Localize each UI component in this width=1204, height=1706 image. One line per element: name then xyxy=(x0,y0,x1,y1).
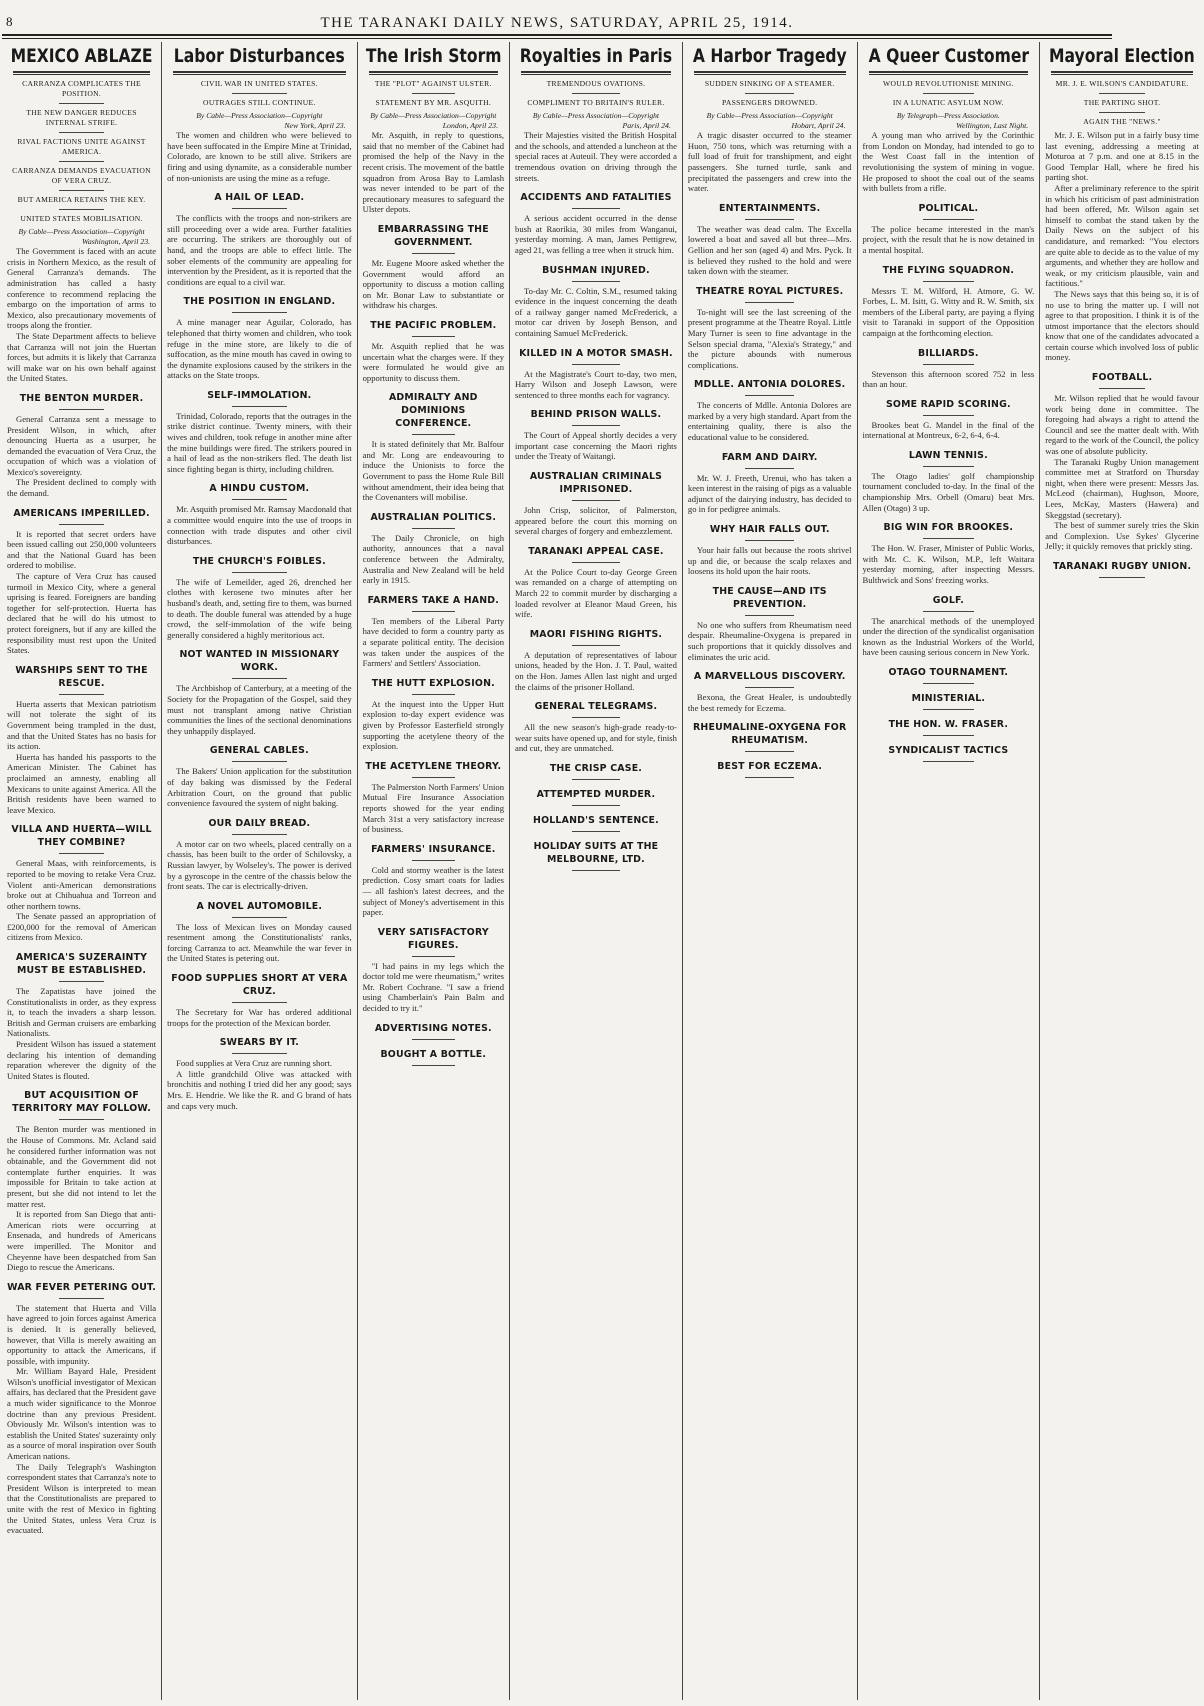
subhead-rule xyxy=(923,364,975,365)
article-subhead: THE ACETYLENE THEORY. xyxy=(365,760,502,772)
article-subhead: THE HUTT EXPLOSION. xyxy=(371,677,495,689)
subhead-rule xyxy=(572,500,621,501)
article-subhead: MAORI FISHING RIGHTS. xyxy=(529,628,663,640)
article-paragraph: "I had pains in my legs which the doctor told me were rheumatism," writes Mr. Robert Cochrane. "I saw a friend using Chamberlain's Pain Balm and decided to try it." xyxy=(362,960,505,1014)
article-paragraph: The Taranaki Rugby Union management committee met at Stratford on Thursday night, when there were present: Messrs Jas. McLeod (chairman), Hughson, Moore, Lees, McKay, Masters (Hawera) and Skeggstad (secretary). xyxy=(1045,456,1199,520)
article-paragraph: A tragic disaster occurred to the steamer Huon, 750 tons, which was returning with a full load of fruit for transhipment, and eight passengers. She turned turtle, sank and precipitated the passengers and crew into the water. xyxy=(687,130,852,194)
deck-line: RIVAL FACTIONS UNITE AGAINST AMERICA. xyxy=(17,137,146,156)
deck-divider xyxy=(59,209,104,210)
subhead-rule xyxy=(232,1053,287,1054)
deck-divider xyxy=(232,93,287,94)
subhead-rule xyxy=(745,751,794,752)
article-headline: Royalties in Paris xyxy=(519,45,673,67)
article-subhead: BIG WIN FOR BROOKES. xyxy=(883,522,1014,534)
article-paragraph: The Bakers' Union application for the substitution of day baking was dismissed by the Federal Arbitration Court, on the ground that public convenience favoured the system of night baking. xyxy=(167,766,352,809)
dateline: Wellington, Last Night. xyxy=(956,120,1029,130)
deck-divider xyxy=(59,190,104,191)
article-paragraph: The concerts of Mdlle. Antonia Dolores are marked by a very high standard. Apart from the entertaining quality, there is also the educational value to be considered. xyxy=(687,400,852,443)
subhead-rule xyxy=(923,466,975,467)
article-paragraph: The State Department affects to believe that Carranza will not join the Huertan forces, but admits it is likely that Carranza will make war on his own behalf against the United States. xyxy=(7,330,157,384)
article-subhead: TARANAKI APPEAL CASE. xyxy=(528,545,664,557)
subhead-rule xyxy=(745,777,794,778)
article-subhead: LAWN TENNIS. xyxy=(908,449,988,461)
article-subhead: SOME RAPID SCORING. xyxy=(885,398,1011,410)
subhead-rule xyxy=(923,735,975,736)
article-paragraph: Mr. W. J. Freeth, Urenui, who has taken a keen interest in the raising of pigs as a valuable adjunct of the dairying industry, has decided to go in for pedigree animals. xyxy=(687,472,852,515)
article-paragraph: At the inquest into the Upper Hutt explosion to-day expert evidence was given by Professor Easterfield strongly supporting the acetylene theory of the explosion. xyxy=(362,698,505,752)
article-subhead: A HAIL OF LEAD. xyxy=(214,192,305,204)
article-subhead: OTAGO TOURNAMENT. xyxy=(888,667,1009,678)
deck-line: SUDDEN SINKING OF A STEAMER. xyxy=(704,79,835,88)
article-paragraph: The wife of Lemeilder, aged 26, drenched her clothes with kerosene two minutes after her husband's death, and, setting fire to them, was burned to death. The double funeral was attended by a huge crowd, the self-immolation of the wife being generally considered a highly meritorious act. xyxy=(167,576,352,640)
deck-line: PASSENGERS DROWNED. xyxy=(722,98,818,107)
article-paragraph: The anarchical methods of the unemployed under the direction of the syndicalist organisation known as the Industrial Workers of the World, have been causing serious concern in New York. xyxy=(862,615,1035,658)
subhead-rule xyxy=(572,364,621,365)
deck-divider xyxy=(1099,112,1145,113)
article-subhead: WAR FEVER PETERING OUT. xyxy=(7,1281,156,1293)
article-subhead: THE CHURCH'S FOIBLES. xyxy=(192,555,326,567)
subhead-rule xyxy=(572,831,621,832)
article-subhead: HOLIDAY SUITS AT THE MELBOURNE, LTD. xyxy=(533,840,659,865)
deck-line: AGAIN THE "NEWS." xyxy=(1083,117,1161,126)
article-paragraph: To-day Mr. C. Coltin, S.M., resumed taking evidence in the inquest concerning the death of a railway ganger named McFrederick, a motor car driven by Joseph Benson, and containing Samuel McFrederick. xyxy=(515,285,677,338)
article-paragraph: No one who suffers from Rheumatism need despair. Rheumaline-Oxygena is prepared in such proportions that it quickly dissolves and eliminates the uric acid. xyxy=(687,619,852,662)
column-1 xyxy=(2,42,162,1700)
subhead-rule xyxy=(923,761,975,762)
subhead-rule xyxy=(412,777,454,778)
article-subhead: THE CRISP CASE. xyxy=(549,762,643,774)
article-subhead: BOUGHT A BOTTLE. xyxy=(380,1048,487,1060)
deck-divider xyxy=(59,132,104,133)
article-paragraph: A serious accident occurred in the dense bush at Raorikia, 30 miles from Wanganui, yesterday morning. A man, James Pettigrew, aged 21, was felling a tree when it struck him. xyxy=(515,213,677,255)
subhead-rule xyxy=(412,1065,454,1066)
deck-line: STATEMENT BY MR. ASQUITH. xyxy=(375,98,492,107)
article-paragraph: John Crisp, solicitor, of Palmerston, appeared before the court this morning on several charges of forgery and embezzlement. xyxy=(515,505,677,537)
article-paragraph: Mr. Asquith, in reply to questions, said that no member of the Cabinet had promised the help of the Navy in the recent crisis. The movement of the battle squadron from Arosa Bay to Lamlash was never intended to be part of the precautionary measures to safeguard the Ulster depots. xyxy=(362,130,505,215)
column-6 xyxy=(858,42,1041,1700)
article-subhead: NOT WANTED IN MISSIONARY WORK. xyxy=(179,649,340,674)
article-paragraph: The Secretary for War has ordered additional troops for the protection of the Mexican border. xyxy=(167,1007,352,1028)
article-paragraph: It is reported from San Diego that anti-American riots were occurring at Ensenada, and hundreds of Americans were imperilled. The Monitor and Cheyenne have been despatched from San Diego to rescue the Americans. xyxy=(7,1209,157,1273)
article-subhead: WARSHIPS SENT TO THE RESCUE. xyxy=(15,664,148,689)
press-credit: By Cable—Press Association—Copyright xyxy=(196,111,323,120)
press-credit: By Cable—Press Association—Copyright xyxy=(370,111,497,120)
article-subhead: EMBARRASSING THE GOVERNMENT. xyxy=(377,223,489,248)
article-subhead: THEATRE ROYAL PICTURES. xyxy=(695,285,844,297)
headline-rule xyxy=(173,71,346,75)
masthead-rule-thin xyxy=(2,38,1112,39)
subhead-rule xyxy=(572,717,621,718)
headline-rule xyxy=(13,71,150,75)
article-paragraph: The Zapatistas have joined the Constitutionalists in order, as they express it, to teach the invaders a sharp lesson. British and German cruisers are embarking Nationalists. xyxy=(7,986,157,1039)
subhead-rule xyxy=(572,208,621,209)
deck-line: THE PARTING SHOT. xyxy=(1083,98,1161,107)
dateline: London, April 23. xyxy=(442,120,499,130)
article-paragraph: After a preliminary reference to the spirit in which his criticism of past administration had been offered, Mr. Wilson again set himself to combat the stand taken by the Daily News on the subject of his candidature, and remarked: "You electors are quite able to decide as to the value of my arguments, and whether they are hollow and weak, or my criticism plausible, vain and factitious." xyxy=(1045,182,1199,289)
article-paragraph: The capture of Vera Cruz has caused turmoil in Mexico City, where a general uprising is feared. Foreigners are banding together for self-protection. Huerta has declared that he will do his utmost to protect foreigners, but if any are killed the responsibility must rest upon the United States. xyxy=(7,571,157,656)
article-paragraph: The Daily Chronicle, on high authority, announces that a naval conference between the Admiralty, Australia and New Zealand will be held early in 1915. xyxy=(362,532,505,586)
article-paragraph: Brookes beat G. Mandel in the final of the international at Montreux, 6-2, 6-4, 6-4. xyxy=(862,419,1035,441)
subhead-rule xyxy=(923,683,975,684)
article-headline: MEXICO ABLAZE xyxy=(10,45,153,67)
article-paragraph: The Archbishop of Canterbury, at a meeting of the Society for the Propagation of the Gospel, said they must not transplant among native Christian communities the lines of the sectional denominations they unhappily displayed. xyxy=(167,683,352,736)
subhead-rule xyxy=(923,709,975,710)
article-paragraph: The conflicts with the troops and non-strikers are still proceeding over a wide area. Further fatalities are occurring. The strikers are thoroughly out of hand, and the troops are able to effect little. The sober elements of the community are appealing for intervention by the President, as it is reported that the conditions are equal to a civil war. xyxy=(167,213,352,287)
article-subhead: FOOTBALL. xyxy=(1091,372,1153,384)
article-paragraph: The Daily Telegraph's Washington correspondent states that Carranza's note to President Wilson is interpreted to mean that the Constitutionalists are prepared to unite with the rest of Mexico in fighting the United States, unless Vera Cruz is evacuated. xyxy=(7,1461,157,1536)
subhead-rule xyxy=(572,805,621,806)
article-subhead: GENERAL CABLES. xyxy=(209,745,309,757)
headline-rule xyxy=(869,71,1029,75)
article-paragraph: The Benton murder was mentioned in the House of Commons. Mr. Acland said he considered further information was not obtainable, and the Government did not contemplate further enquiries. It was impossible for Britain to take action at present, but she did not intend to let the matter rest. xyxy=(7,1124,157,1209)
article-paragraph: Cold and stormy weather is the latest prediction. Cosy smart coats for ladies — all fashion's latest decrees, and the subject of Money's advertisement in this paper. xyxy=(362,864,505,918)
deck-line: BUT AMERICA RETAINS THE KEY. xyxy=(17,195,146,204)
dateline: Hobart, April 24. xyxy=(791,120,846,130)
column-2 xyxy=(162,42,358,1700)
article-paragraph: Trinidad, Colorado, reports that the outrages in the strike district continue. Twenty miners, with their wives and children, took refuge in another mine after the mine buildings were fired. The strikers poured in a hail of lead as the non-strikers fled. The death list since fighting began is thirty, including children. xyxy=(167,410,352,474)
subhead-rule xyxy=(412,956,454,957)
article-paragraph: Your hair falls out because the roots shrivel up and die, or because the scalp relaxes and loosens its hold upon the hair roots. xyxy=(687,545,852,577)
deck-line: THE "PLOT" AGAINST ULSTER. xyxy=(374,79,492,88)
article-paragraph: All the new season's high-grade ready-to-wear suits have opened up, and for style, finish and cut, they are unmatched. xyxy=(515,722,677,754)
column-7 xyxy=(1040,42,1204,1700)
article-paragraph: A deputation of representatives of labour unions, headed by the Hon. J. T. Paul, waited on the Hon. James Allen last night and urged the claims of the prisoner Holland. xyxy=(515,649,677,692)
article-subhead: RHEUMALINE-OXYGENA FOR RHEUMATISM. xyxy=(693,722,847,747)
press-credit: By Cable—Press Association—Copyright xyxy=(532,111,660,120)
press-credit: By Cable—Press Association—Copyright xyxy=(18,227,145,236)
subhead-rule xyxy=(412,1039,454,1040)
article-headline: A Harbor Tragedy xyxy=(692,45,847,67)
article-subhead: HOLLAND'S SENTENCE. xyxy=(533,814,659,826)
article-paragraph: It is reported that secret orders have been issued calling out 250,000 volunteers and that the National Guard has been ordered to mobilise. xyxy=(7,528,157,571)
article-subhead: THE BENTON MURDER. xyxy=(19,392,144,404)
article-paragraph: To-night will see the last screening of the present programme at the Theatre Royal. Little Mary Turner is seen to fine advantage in the Selson special drama, "Alexia's Strategy," and the picture abounds with numerous complications. xyxy=(687,306,852,370)
masthead-rule xyxy=(2,34,1112,36)
subhead-rule xyxy=(412,336,454,337)
deck-line: IN A LUNATIC ASYLUM NOW. xyxy=(892,98,1004,107)
subhead-rule xyxy=(59,409,104,410)
article-paragraph: The Otago ladies' golf championship tournament concluded to-day. In the final of the championship Mrs. Orbell (Omaru) beat Mrs. Allen (Otago) 3 up. xyxy=(862,470,1035,513)
deck-divider xyxy=(59,161,104,162)
article-paragraph: The Senate passed an appropriation of £200,000 for the removal of American citizens from Mexico. xyxy=(7,911,157,943)
page-number: 8 xyxy=(6,14,13,29)
article-paragraph: Mr. Asquith replied that he was uncertain what the charges were. If they were formulated he would give an opportunity to discuss them. xyxy=(362,340,505,383)
subhead-rule xyxy=(572,562,621,563)
article-headline: A Queer Customer xyxy=(868,45,1029,67)
headline-rule xyxy=(369,71,498,75)
subhead-rule xyxy=(232,761,287,762)
column-3 xyxy=(358,42,510,1700)
article-subhead: ACCIDENTS AND FATALITIES xyxy=(520,192,672,204)
article-subhead: FOOD SUPPLIES SHORT AT VERA CRUZ. xyxy=(171,973,348,998)
subhead-rule xyxy=(412,528,454,529)
article-paragraph: General Maas, with reinforcements, is reported to be moving to retake Vera Cruz. Violent anti-American demonstrations broke out at Chihuahua and Torreon and other northern towns. xyxy=(7,858,157,911)
article-subhead: SYNDICALIST TACTICS xyxy=(888,745,1009,756)
dateline: Paris, April 24. xyxy=(622,120,671,130)
article-subhead: MDLLE. ANTONIA DOLORES. xyxy=(693,379,846,391)
article-paragraph: Stevenson this afternoon scored 752 in less than an hour. xyxy=(862,368,1035,390)
article-paragraph: The loss of Mexican lives on Monday caused resentment among the Constitutionalists' ranks, forcing Carranza to act. Meanwhile the war fever in the United States is petering out. xyxy=(167,921,352,964)
article-paragraph: The Court of Appeal shortly decides a very important case concerning the Maori rights under the Treaty of Waitangi. xyxy=(515,430,677,462)
headline-rule xyxy=(521,71,671,75)
subhead-rule xyxy=(572,425,621,426)
subhead-rule xyxy=(745,687,794,688)
headline-rule xyxy=(1051,71,1193,75)
article-paragraph: Mr. J. E. Wilson put in a fairly busy time last evening, addressing a meeting at Moturoa at 7 p.m. and one at 8.15 in the Good Templar Hall, where he fired his parting shot. xyxy=(1045,130,1199,183)
deck-divider xyxy=(572,93,621,94)
subhead-rule xyxy=(923,415,975,416)
article-subhead: FARMERS TAKE A HAND. xyxy=(367,594,500,606)
deck-line: MR. J. E. WILSON'S CANDIDATURE. xyxy=(1055,79,1189,88)
subhead-rule xyxy=(59,694,104,695)
press-credit: By Cable—Press Association—Copyright xyxy=(706,111,833,120)
subhead-rule xyxy=(412,694,454,695)
article-paragraph: The News says that this being so, it is of no use to bring the matter up. I will not agree to that proposition. I think it is of the utmost importance that the electors should know that one of the candidates advocated a certain course which involved loss of public money. xyxy=(1045,288,1199,363)
deck-line: UNITED STATES MOBILISATION. xyxy=(20,214,143,223)
article-paragraph: Mr. Wilson replied that he would favour work being done in committee. The foregoing had always a right to attend the Council and see the matter dealt with. With regard to the work of the Council, the policy was one of absolute publicity. xyxy=(1045,393,1199,457)
article-paragraph: At the Magistrate's Court to-day, two men, Harry Wilson and Joseph Lawson, were sentenced to three months each for vagrancy. xyxy=(515,368,677,400)
deck-line: WOULD REVOLUTIONISE MINING. xyxy=(883,79,1014,88)
subhead-rule xyxy=(232,917,287,918)
article-paragraph: The Hon. W. Fraser, Minister of Public Works, with Mr. C. K. Wilson, M.P., left Waitara yesterday morning, after inspecting Messrs. Bulthwick and Sons' freezing works. xyxy=(862,543,1035,586)
deck-divider xyxy=(59,103,104,104)
dateline: Washington, April 23. xyxy=(82,236,151,246)
subhead-rule xyxy=(232,1002,287,1003)
article-paragraph: Mr. William Bayard Hale, President Wilson's unofficial investigator of Mexican affairs, has declared that the President gave a much wider significance to the Monroe doctrine than any previous President. Obviously Mr. Wilson's intention was to establish the United States' suzerainty only as a source of moral inspiration over South American nations. xyxy=(7,1366,157,1462)
article-subhead: A NOVEL AUTOMOBILE. xyxy=(196,900,323,912)
subhead-rule xyxy=(572,281,621,282)
article-subhead: A HINDU CUSTOM. xyxy=(209,483,310,495)
article-paragraph: The Government is faced with an acute crisis in Northern Mexico, as the result of General Carranza's demands. The administration has called a hasty conference to recommend replacing the embargo on the importation of arms to Mexico, also precautionary movements of troops along the frontier. xyxy=(7,246,157,331)
article-headline: The Irish Storm xyxy=(365,45,502,67)
article-subhead: AUSTRALIAN POLITICS. xyxy=(370,511,497,523)
article-subhead: SELF-IMMOLATION. xyxy=(207,389,312,401)
article-subhead: GENERAL TELEGRAMS. xyxy=(534,701,658,713)
article-subhead: BUSHMAN INJURED. xyxy=(542,264,650,276)
article-subhead: MINISTERIAL. xyxy=(911,693,986,704)
article-paragraph: It is stated definitely that Mr. Balfour and Mr. Long are endeavouring to induce the Unionists to force the Government to pass the Home Rule Bill without amendment, their idea being that the Covenanters will mobilise. xyxy=(362,439,505,503)
article-subhead: KILLED IN A MOTOR SMASH. xyxy=(519,347,673,359)
article-headline: Labor Disturbances xyxy=(173,45,345,67)
article-paragraph: A little grandchild Olive was attacked with bronchitis and nothing I tried did her any good; says Mrs. E. Hendrie. We like the R. and G brand of hats and caps very much. xyxy=(167,1068,352,1111)
article-subhead: THE HON. W. FRASER. xyxy=(888,719,1009,730)
masthead: THE TARANAKI DAILY NEWS, SATURDAY, APRIL 25, 1914. xyxy=(320,14,794,31)
subhead-rule xyxy=(1099,577,1145,578)
deck-line: OUTRAGES STILL CONTINUE. xyxy=(203,98,316,107)
article-subhead: WHY HAIR FALLS OUT. xyxy=(709,524,830,536)
article-subhead: A MARVELLOUS DISCOVERY. xyxy=(693,671,846,683)
article-paragraph: Mr. Asquith promised Mr. Ramsay Macdonald that a committee would enquire into the use of troops in connection with trade disputes and other civil disturbances. xyxy=(167,504,352,547)
subhead-rule xyxy=(745,540,794,541)
newspaper-columns xyxy=(2,42,1199,1700)
article-paragraph: A motor car on two wheels, placed centrally on a chassis, has been built to the order of Schilovsky, a Russian lawyer, by Wolseley's. The power is derived by a gyroscope in the centre of the chassis below the front seats. The car is electrically-driven. xyxy=(167,838,352,892)
subhead-rule xyxy=(412,611,454,612)
article-paragraph: The weather was dead calm. The Excella lowered a boat and saved all but three—Mrs. Gellion and her son (aged 4) and Mrs. Pyck. It is believed they rushed to the hold and were taken down with the steamer. xyxy=(687,223,852,277)
subhead-rule xyxy=(745,219,794,220)
subhead-rule xyxy=(745,395,794,396)
headline-rule xyxy=(694,71,846,75)
subhead-rule xyxy=(923,538,975,539)
article-paragraph: The Palmerston North Farmers' Union Mutual Fire Insurance Association reports showed for the year ending March 31st a very satisfactory increase of business. xyxy=(362,781,505,835)
deck-divider xyxy=(412,93,454,94)
column-5 xyxy=(683,42,858,1700)
article-paragraph: Huerta has handed his passports to the American Minister. The Cabinet has proclaimed an amnesty, enabling all Mexicans to unite against America. All the British residents have been warned to leave Mexico. xyxy=(7,751,157,815)
article-paragraph: Bexona, the Great Healer, is undoubtedly the best remedy for Eczema. xyxy=(687,692,852,713)
subhead-rule xyxy=(59,981,104,982)
subhead-rule xyxy=(232,834,287,835)
subhead-rule xyxy=(59,1298,104,1299)
article-paragraph: The President declined to comply with the demand. xyxy=(7,477,157,499)
subhead-rule xyxy=(232,499,287,500)
article-paragraph: Their Majesties visited the British Hospital and the schools, and attended a luncheon at the special races at Auteuil. They were accorded a tremendous ovation on driving through the streets. xyxy=(515,130,677,183)
article-paragraph: Food supplies at Vera Cruz are running short. xyxy=(176,1058,333,1069)
subhead-rule xyxy=(59,1119,104,1120)
article-subhead: THE FLYING SQUADRON. xyxy=(882,264,1015,276)
subhead-rule xyxy=(923,611,975,612)
article-subhead: BILLIARDS. xyxy=(918,347,979,359)
article-subhead: GOLF. xyxy=(932,594,964,606)
deck-line: THE NEW DANGER REDUCES INTERNAL STRIFE. xyxy=(26,108,137,127)
article-paragraph: A young man who arrived by the Corinthic from London on Monday, had intended to go to the West Coast fall in the intention of revolutionising the system of mining in vogue. He proposed to shoot the coal out of the seams with bullets from a rifle. xyxy=(862,130,1035,194)
subhead-rule xyxy=(923,281,975,282)
subhead-rule xyxy=(412,434,454,435)
deck-divider xyxy=(923,93,975,94)
article-headline: Mayoral Election xyxy=(1049,45,1195,67)
deck-line: CARRANZA DEMANDS EVACUATION OF VERA CRUZ. xyxy=(12,166,151,185)
article-subhead: THE PACIFIC PROBLEM. xyxy=(370,319,497,331)
press-credit: By Telegraph—Press Association. xyxy=(896,111,1000,120)
article-subhead: AUSTRALIAN CRIMINALS IMPRISONED. xyxy=(529,471,663,496)
article-paragraph: Mr. Eugene Moore asked whether the Government would afford an opportunity to discuss a motion calling on Mr. Bonar Law to substantiate or withdraw his charges. xyxy=(362,257,505,311)
article-subhead: FARM AND DAIRY. xyxy=(721,451,818,463)
subhead-rule xyxy=(745,302,794,303)
deck-line: COMPLIMENT TO BRITAIN'S RULER. xyxy=(527,98,665,107)
subhead-rule xyxy=(412,253,454,254)
article-paragraph: The police became interested in the man's project, with the result that he is now detained in a mental hospital. xyxy=(862,223,1035,255)
deck-line: TREMENDOUS OVATIONS. xyxy=(546,79,646,88)
article-paragraph: The women and children who were believed to have been suffocated in the Empire Mine at Trinidad, Colorado, are known to be still alive. Strikers are firing and using dynamite, as a considerable number of non-unionists are using the mine as a refuge. xyxy=(167,130,352,183)
subhead-rule xyxy=(232,208,287,209)
article-subhead: POLITICAL. xyxy=(918,202,979,214)
article-paragraph: President Wilson has issued a statement declaring his intention of demanding reparation wherever the dignity of the United States is flouted. xyxy=(7,1039,157,1081)
subhead-rule xyxy=(572,645,621,646)
article-paragraph: The statement that Huerta and Villa have agreed to join forces against America is denied. It is generally believed, however, that Villa is merely awaiting an opportunity to attack the Americans, if possible, with impunity. xyxy=(7,1302,157,1366)
article-paragraph: General Carranza sent a message to President Wilson, in which, after denouncing Huerta as a usurper, he demanded the evacuation of Vera Cruz, the occupation of which was a violation of Mexico's sovereignty. xyxy=(7,413,157,477)
article-paragraph: Huerta asserts that Mexican patriotism will not tolerate the sight of its Government being trampled in the dust, and that the United States has no basis for its action. xyxy=(7,698,157,752)
subhead-rule xyxy=(232,678,287,679)
deck-divider xyxy=(745,93,794,94)
article-subhead: ENTERTAINMENTS. xyxy=(719,202,821,214)
article-subhead: AMERICA'S SUZERAINTY MUST BE ESTABLISHED. xyxy=(15,952,148,977)
article-subhead: TARANAKI RUGBY UNION. xyxy=(1052,560,1192,572)
article-subhead: BUT ACQUISITION OF TERRITORY MAY FOLLOW. xyxy=(12,1090,151,1115)
article-subhead: OUR DAILY BREAD. xyxy=(208,817,311,829)
article-subhead: ADVERTISING NOTES. xyxy=(374,1022,492,1034)
article-subhead: FARMERS' INSURANCE. xyxy=(371,843,496,855)
article-subhead: AMERICANS IMPERILLED. xyxy=(13,507,150,519)
column-4 xyxy=(510,42,683,1700)
subhead-rule xyxy=(412,860,454,861)
subhead-rule xyxy=(745,615,794,616)
deck-line: CIVIL WAR IN UNITED STATES. xyxy=(200,79,318,88)
article-subhead: BEST FOR ECZEMA. xyxy=(717,761,823,773)
article-paragraph: Ten members of the Liberal Party have decided to form a country party as a separate political entity. The decision was taken under the auspices of the Farmers' and Settlers' Association. xyxy=(362,615,505,669)
subhead-rule xyxy=(232,572,287,573)
deck-line: CARRANZA COMPLICATES THE POSITION. xyxy=(22,79,141,98)
article-paragraph: A mine manager near Aguilar, Colorado, has telephoned that thirty women and children, who took refuge in the mine store, are likely to die of suffocation, as the mine mouth has caved in owing to the dynamite explosions caused by the strikers in the attacks on the State troops. xyxy=(167,317,352,381)
article-subhead: VERY SATISFACTORY FIGURES. xyxy=(377,926,489,951)
subhead-rule xyxy=(59,853,104,854)
article-subhead: SWEARS BY IT. xyxy=(219,1037,299,1049)
subhead-rule xyxy=(232,312,287,313)
article-subhead: THE POSITION IN ENGLAND. xyxy=(183,296,336,308)
article-subhead: ADMIRALTY AND DOMINIONS CONFERENCE. xyxy=(388,392,478,430)
subhead-rule xyxy=(1099,388,1145,389)
subhead-rule xyxy=(59,524,104,525)
article-subhead: VILLA AND HUERTA—WILL THEY COMBINE? xyxy=(11,824,152,849)
article-paragraph: At the Police Court to-day George Green was remanded on a charge of attempting on March 22 to commit murder by discharging a loaded revolver at Eleanor Maud Green, his wife. xyxy=(515,566,677,620)
deck-divider xyxy=(1099,93,1145,94)
article-paragraph: Messrs T. M. Wilford, H. Atmore, G. W. Forbes, L. M. Isitt, G. Witty and R. W. Smith, six members of the Liberal party, are paying a flying visit to Taranaki in support of the Opposition campaign at the forthcoming election. xyxy=(862,285,1035,338)
subhead-rule xyxy=(232,406,287,407)
article-subhead: BEHIND PRISON WALLS. xyxy=(530,409,662,421)
article-subhead: ATTEMPTED MURDER. xyxy=(536,788,656,800)
subhead-rule xyxy=(572,779,621,780)
article-subhead: THE CAUSE—AND ITS PREVENTION. xyxy=(712,585,827,610)
dateline: New York, April 23. xyxy=(284,120,346,130)
article-paragraph: The best of summer surely tries the Skin and Complexion. Use Sykes' Glycerine Jelly; it quickly removes that prickly sting. xyxy=(1045,520,1199,552)
subhead-rule xyxy=(572,870,621,871)
subhead-rule xyxy=(923,219,975,220)
subhead-rule xyxy=(745,468,794,469)
